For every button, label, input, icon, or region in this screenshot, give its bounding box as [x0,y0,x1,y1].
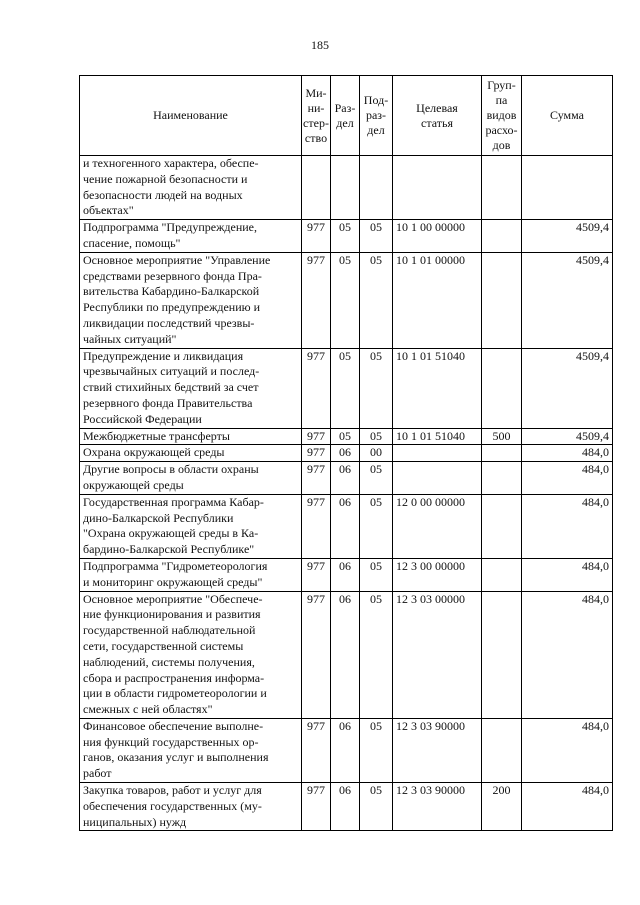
cell-group [482,252,522,348]
cell-subsection: 05 [360,783,393,831]
cell-section: 05 [331,252,360,348]
cell-subsection: 05 [360,558,393,591]
cell-ministry: 977 [302,348,331,428]
header-ministry: Ми- ни- стер- ство [302,76,331,156]
table-row [80,445,613,462]
cell-target: 12 0 00 00000 [393,494,482,558]
cell-ministry: 977 [302,462,331,495]
cell-amount: 484,0 [522,783,613,831]
cell-group [482,558,522,591]
cell-ministry: 977 [302,428,331,445]
cell-target: 10 1 01 51040 [393,428,482,445]
cell-group [482,462,522,495]
table-row [80,428,613,445]
cell-name: Подпрограмма "Предупреждение, спасение, помощь" [80,220,302,253]
cell-section: 05 [331,220,360,253]
table-row [80,783,613,831]
table-row [80,591,613,718]
cell-target: 10 1 00 00000 [393,220,482,253]
cell-group: 500 [482,428,522,445]
cell-group [482,348,522,428]
cell-name: Межбюджетные трансферты [80,428,302,445]
cell-group [482,718,522,782]
table-row [80,558,613,591]
cell-subsection: 05 [360,252,393,348]
cell-section: 06 [331,445,360,462]
header-target: Целевая статья [393,76,482,156]
cell-ministry [302,156,331,220]
cell-group [482,445,522,462]
cell-ministry: 977 [302,591,331,718]
cell-target [393,462,482,495]
cell-ministry: 977 [302,494,331,558]
cell-subsection: 00 [360,445,393,462]
cell-ministry: 977 [302,252,331,348]
header-name: Наименование [80,76,302,156]
cell-name: и техногенного характера, обеспе- чение пожарной безопасности и безопасности людей на водных объектах" [80,156,302,220]
cell-name: Финансовое обеспечение выполне- ния функций государственных ор- ганов, оказания услуг и выполнения работ [80,718,302,782]
table-row [80,718,613,782]
table-row [80,220,613,253]
header-group: Груп- па видов расхо- дов [482,76,522,156]
cell-subsection: 05 [360,591,393,718]
cell-subsection: 05 [360,428,393,445]
cell-amount: 484,0 [522,462,613,495]
cell-group [482,494,522,558]
cell-subsection: 05 [360,462,393,495]
cell-subsection: 05 [360,220,393,253]
table-row [80,252,613,348]
cell-target: 10 1 01 00000 [393,252,482,348]
cell-ministry: 977 [302,445,331,462]
cell-amount: 4509,4 [522,220,613,253]
cell-name: Закупка товаров, работ и услуг для обеспечения государственных (му- ниципальных) нужд [80,783,302,831]
cell-target: 12 3 00 00000 [393,558,482,591]
cell-name: Подпрограмма "Гидрометеорология и мониторинг окружающей среды" [80,558,302,591]
header-amount: Сумма [522,76,613,156]
cell-ministry: 977 [302,718,331,782]
table-row [80,494,613,558]
cell-group [482,156,522,220]
cell-amount: 4509,4 [522,252,613,348]
cell-amount: 484,0 [522,591,613,718]
cell-target: 12 3 03 00000 [393,591,482,718]
cell-ministry: 977 [302,558,331,591]
cell-amount [522,156,613,220]
cell-section: 05 [331,428,360,445]
cell-section: 06 [331,462,360,495]
cell-amount: 484,0 [522,718,613,782]
cell-name: Другие вопросы в области охраны окружающей среды [80,462,302,495]
cell-name: Охрана окружающей среды [80,445,302,462]
table-body [80,156,613,831]
cell-name: Основное мероприятие "Обеспече- ние функционирования и развития государственной наблюдательной сети, государственной системы наблюдений, системы получения, сбора и распространения информа- ции в области гидрометеорологии и смежных с ней областях" [80,591,302,718]
cell-subsection: 05 [360,494,393,558]
budget-table [79,75,613,831]
cell-target: 12 3 03 90000 [393,718,482,782]
cell-amount: 484,0 [522,558,613,591]
cell-name: Основное мероприятие "Управление средствами резервного фонда Пра- вительства Кабардино-Балкарской Республики по предупреждению и ликвидации последствий чрезвы- чайных ситуаций" [80,252,302,348]
cell-name: Государственная программа Кабар- дино-Балкарской Республики "Охрана окружающей среды в Ка- бардино-Балкарской Республике" [80,494,302,558]
cell-group [482,591,522,718]
cell-section: 06 [331,494,360,558]
cell-target [393,445,482,462]
table-row [80,462,613,495]
cell-subsection: 05 [360,348,393,428]
cell-target: 10 1 01 51040 [393,348,482,428]
cell-section [331,156,360,220]
header-section: Раз- дел [331,76,360,156]
cell-section: 06 [331,718,360,782]
cell-subsection: 05 [360,718,393,782]
page-number: 185 [311,38,329,52]
cell-ministry: 977 [302,220,331,253]
cell-name: Предупреждение и ликвидация чрезвычайных ситуаций и послед- ствий стихийных бедствий за счет резервного фонда Правительства Российской Федерации [80,348,302,428]
cell-amount: 484,0 [522,445,613,462]
cell-target: 12 3 03 90000 [393,783,482,831]
cell-amount: 4509,4 [522,428,613,445]
cell-subsection [360,156,393,220]
header-row [80,76,613,156]
header-subsection: Под- раз- дел [360,76,393,156]
cell-target [393,156,482,220]
table-header [80,76,613,156]
cell-section: 06 [331,558,360,591]
table-row [80,156,613,220]
cell-section: 06 [331,783,360,831]
cell-amount: 484,0 [522,494,613,558]
table-row [80,348,613,428]
cell-section: 05 [331,348,360,428]
cell-group: 200 [482,783,522,831]
cell-ministry: 977 [302,783,331,831]
cell-group [482,220,522,253]
cell-amount: 4509,4 [522,348,613,428]
cell-section: 06 [331,591,360,718]
